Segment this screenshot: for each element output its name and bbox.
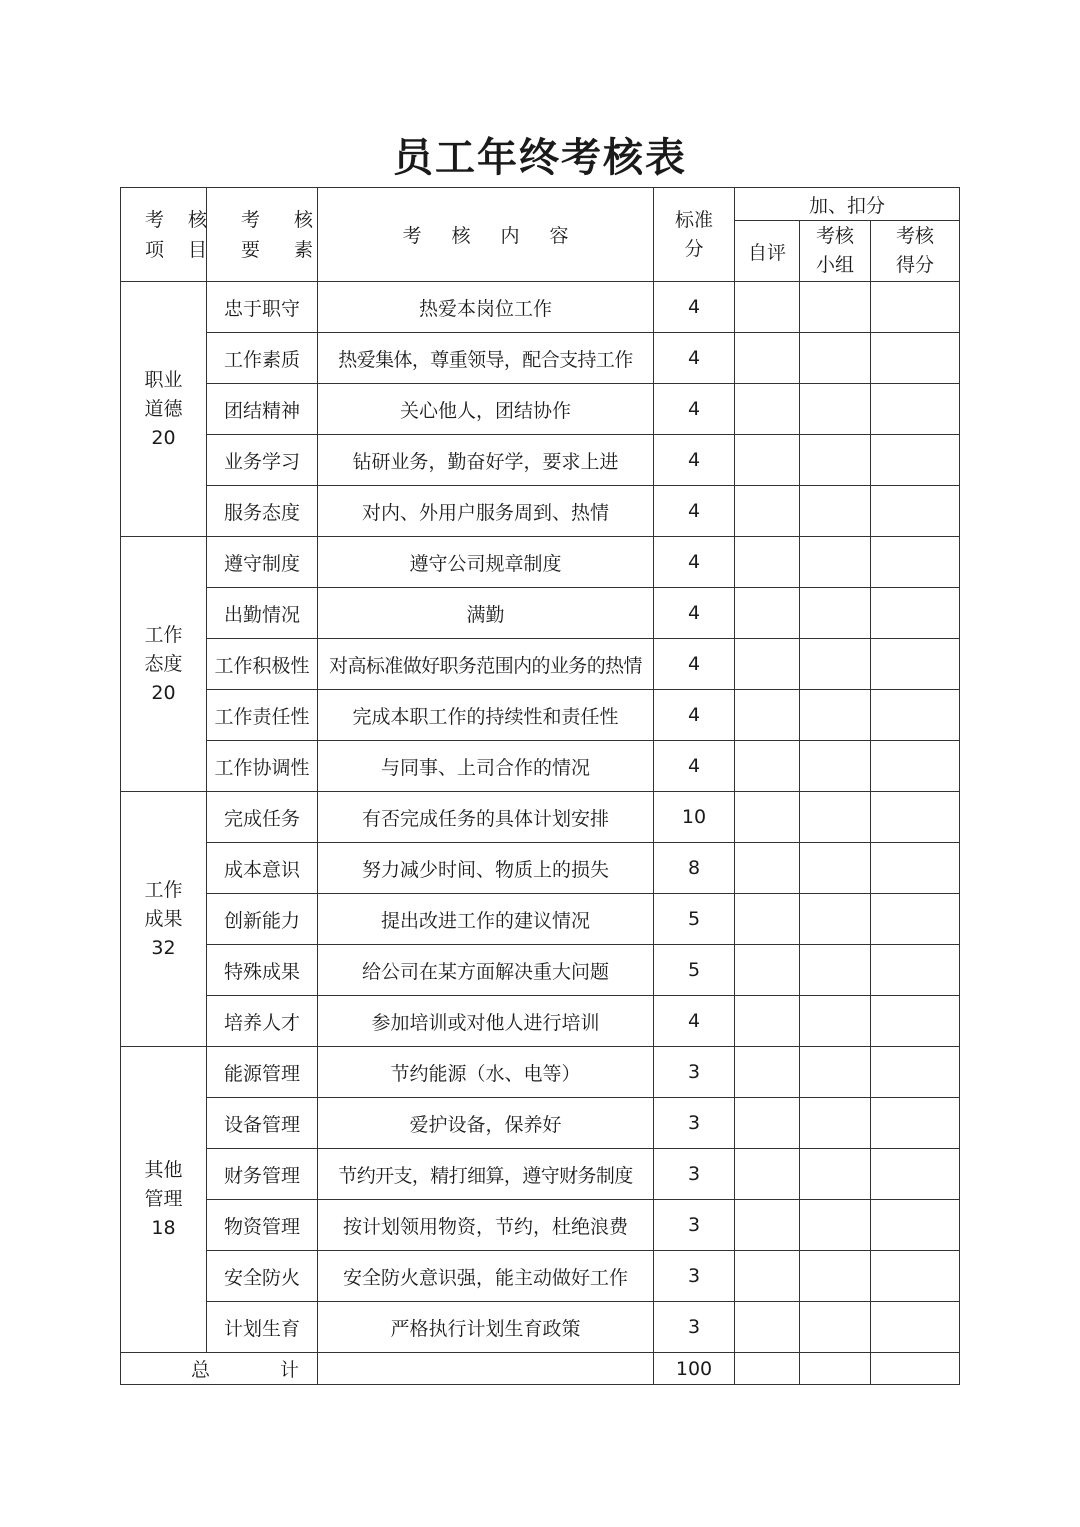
standard-points-cell: 4 <box>654 639 735 690</box>
self-eval-cell[interactable] <box>735 894 800 945</box>
content-cell: 对高标准做好职务范围内的业务的热情 <box>318 639 654 690</box>
final-score-cell[interactable] <box>871 1302 960 1353</box>
element-cell: 创新能力 <box>207 894 318 945</box>
header-content: 考核内容 <box>318 188 654 282</box>
self-eval-cell[interactable] <box>735 792 800 843</box>
group-eval-cell[interactable] <box>800 1047 871 1098</box>
element-cell: 服务态度 <box>207 486 318 537</box>
group-eval-cell[interactable] <box>800 1149 871 1200</box>
group-eval-cell[interactable] <box>800 537 871 588</box>
category-cell: 工作 态度 20 <box>121 537 207 792</box>
category-cell: 职业 道德 20 <box>121 282 207 537</box>
self-eval-cell[interactable] <box>735 435 800 486</box>
group-eval-cell[interactable] <box>800 843 871 894</box>
group-eval-cell[interactable] <box>800 639 871 690</box>
group-eval-cell[interactable] <box>800 792 871 843</box>
table-row <box>121 1149 960 1200</box>
group-eval-cell[interactable] <box>800 1098 871 1149</box>
content-cell: 提出改进工作的建议情况 <box>318 894 654 945</box>
element-cell: 物资管理 <box>207 1200 318 1251</box>
final-score-cell[interactable] <box>871 486 960 537</box>
self-eval-cell[interactable] <box>735 1251 800 1302</box>
group-eval-cell[interactable] <box>800 996 871 1047</box>
final-score-cell[interactable] <box>871 792 960 843</box>
table-row <box>121 384 960 435</box>
group-eval-cell[interactable] <box>800 1200 871 1251</box>
table-row <box>121 333 960 384</box>
content-cell: 遵守公司规章制度 <box>318 537 654 588</box>
element-cell: 工作素质 <box>207 333 318 384</box>
table-row <box>121 894 960 945</box>
category-cell: 工作 成果 32 <box>121 792 207 1047</box>
element-cell: 工作积极性 <box>207 639 318 690</box>
table-row <box>121 1098 960 1149</box>
element-cell: 团结精神 <box>207 384 318 435</box>
category-cell: 其他 管理 18 <box>121 1047 207 1353</box>
group-eval-cell[interactable] <box>800 282 871 333</box>
standard-points-cell: 3 <box>654 1251 735 1302</box>
content-cell: 节约能源（水、电等） <box>318 1047 654 1098</box>
final-score-cell[interactable] <box>871 945 960 996</box>
standard-points-cell: 3 <box>654 1149 735 1200</box>
final-score-cell[interactable] <box>871 1200 960 1251</box>
table-row <box>121 945 960 996</box>
table-row <box>121 792 960 843</box>
self-eval-cell[interactable] <box>735 588 800 639</box>
total-final-score-cell[interactable] <box>871 1353 960 1385</box>
final-score-cell[interactable] <box>871 537 960 588</box>
total-row <box>121 1353 960 1385</box>
content-cell: 参加培训或对他人进行培训 <box>318 996 654 1047</box>
final-score-cell[interactable] <box>871 894 960 945</box>
final-score-cell[interactable] <box>871 435 960 486</box>
table-row <box>121 996 960 1047</box>
header-adjust: 加、扣分 <box>735 188 960 221</box>
group-eval-cell[interactable] <box>800 384 871 435</box>
content-cell: 与同事、上司合作的情况 <box>318 741 654 792</box>
standard-points-cell: 4 <box>654 282 735 333</box>
final-score-cell[interactable] <box>871 588 960 639</box>
element-cell: 业务学习 <box>207 435 318 486</box>
table-row <box>121 1302 960 1353</box>
element-cell: 工作责任性 <box>207 690 318 741</box>
self-eval-cell[interactable] <box>735 1200 800 1251</box>
content-cell: 热爱集体，尊重领导，配合支持工作 <box>318 333 654 384</box>
assessment-table <box>120 187 960 1385</box>
table-row <box>121 588 960 639</box>
header-category: 考核 项目 <box>121 188 207 282</box>
standard-points-cell: 10 <box>654 792 735 843</box>
self-eval-cell[interactable] <box>735 690 800 741</box>
standard-points-cell: 3 <box>654 1302 735 1353</box>
final-score-cell[interactable] <box>871 333 960 384</box>
final-score-cell[interactable] <box>871 1149 960 1200</box>
final-score-cell[interactable] <box>871 1251 960 1302</box>
self-eval-cell[interactable] <box>735 945 800 996</box>
standard-points-cell: 3 <box>654 1200 735 1251</box>
content-cell: 严格执行计划生育政策 <box>318 1302 654 1353</box>
content-cell: 有否完成任务的具体计划安排 <box>318 792 654 843</box>
standard-points-cell: 3 <box>654 1098 735 1149</box>
standard-points-cell: 5 <box>654 894 735 945</box>
element-cell: 遵守制度 <box>207 537 318 588</box>
header-score: 考核 得分 <box>871 221 960 282</box>
final-score-cell[interactable] <box>871 741 960 792</box>
header-element: 考核 要素 <box>207 188 318 282</box>
self-eval-cell[interactable] <box>735 639 800 690</box>
total-label: 总计 <box>121 1353 318 1385</box>
final-score-cell[interactable] <box>871 282 960 333</box>
table-row <box>121 1200 960 1251</box>
self-eval-cell[interactable] <box>735 843 800 894</box>
standard-points-cell: 3 <box>654 1047 735 1098</box>
table-row <box>121 1251 960 1302</box>
header-self-eval: 自评 <box>735 221 800 282</box>
element-cell: 财务管理 <box>207 1149 318 1200</box>
group-eval-cell[interactable] <box>800 588 871 639</box>
element-cell: 设备管理 <box>207 1098 318 1149</box>
element-cell: 特殊成果 <box>207 945 318 996</box>
self-eval-cell[interactable] <box>735 486 800 537</box>
element-cell: 能源管理 <box>207 1047 318 1098</box>
element-cell: 完成任务 <box>207 792 318 843</box>
element-cell: 出勤情况 <box>207 588 318 639</box>
element-cell: 成本意识 <box>207 843 318 894</box>
content-cell: 对内、外用户服务周到、热情 <box>318 486 654 537</box>
total-self-eval-cell[interactable] <box>735 1353 800 1385</box>
header-group: 考核 小组 <box>800 221 871 282</box>
group-eval-cell[interactable] <box>800 741 871 792</box>
content-cell: 爱护设备，保养好 <box>318 1098 654 1149</box>
group-eval-cell[interactable] <box>800 690 871 741</box>
total-points: 100 <box>654 1353 735 1385</box>
table-row <box>121 537 960 588</box>
standard-points-cell: 4 <box>654 384 735 435</box>
group-eval-cell[interactable] <box>800 435 871 486</box>
self-eval-cell[interactable] <box>735 1149 800 1200</box>
table-row <box>121 282 960 333</box>
table-row <box>121 435 960 486</box>
self-eval-cell[interactable] <box>735 384 800 435</box>
self-eval-cell[interactable] <box>735 537 800 588</box>
content-cell: 按计划领用物资，节约，杜绝浪费 <box>318 1200 654 1251</box>
table-row <box>121 1047 960 1098</box>
table-row <box>121 639 960 690</box>
table-row <box>121 741 960 792</box>
element-cell: 工作协调性 <box>207 741 318 792</box>
element-cell: 忠于职守 <box>207 282 318 333</box>
self-eval-cell[interactable] <box>735 996 800 1047</box>
standard-points-cell: 4 <box>654 690 735 741</box>
content-cell: 钻研业务，勤奋好学，要求上进 <box>318 435 654 486</box>
standard-points-cell: 5 <box>654 945 735 996</box>
header-row <box>121 188 960 221</box>
element-cell: 安全防火 <box>207 1251 318 1302</box>
standard-points-cell: 4 <box>654 588 735 639</box>
table-row <box>121 843 960 894</box>
content-cell: 节约开支，精打细算，遵守财务制度 <box>318 1149 654 1200</box>
self-eval-cell[interactable] <box>735 1302 800 1353</box>
final-score-cell[interactable] <box>871 996 960 1047</box>
table-row <box>121 486 960 537</box>
self-eval-cell[interactable] <box>735 282 800 333</box>
standard-points-cell: 4 <box>654 741 735 792</box>
final-score-cell[interactable] <box>871 843 960 894</box>
page-title: 员工年终考核表 <box>393 134 687 181</box>
content-cell: 热爱本岗位工作 <box>318 282 654 333</box>
standard-points-cell: 4 <box>654 537 735 588</box>
content-cell: 努力减少时间、物质上的损失 <box>318 843 654 894</box>
standard-points-cell: 8 <box>654 843 735 894</box>
final-score-cell[interactable] <box>871 1098 960 1149</box>
group-eval-cell[interactable] <box>800 1302 871 1353</box>
group-eval-cell[interactable] <box>800 945 871 996</box>
self-eval-cell[interactable] <box>735 741 800 792</box>
final-score-cell[interactable] <box>871 1047 960 1098</box>
standard-points-cell: 4 <box>654 996 735 1047</box>
standard-points-cell: 4 <box>654 435 735 486</box>
group-eval-cell[interactable] <box>800 486 871 537</box>
content-cell: 安全防火意识强，能主动做好工作 <box>318 1251 654 1302</box>
standard-points-cell: 4 <box>654 333 735 384</box>
final-score-cell[interactable] <box>871 690 960 741</box>
final-score-cell[interactable] <box>871 639 960 690</box>
group-eval-cell[interactable] <box>800 894 871 945</box>
group-eval-cell[interactable] <box>800 333 871 384</box>
total-group-eval-cell[interactable] <box>800 1353 871 1385</box>
self-eval-cell[interactable] <box>735 1098 800 1149</box>
group-eval-cell[interactable] <box>800 1251 871 1302</box>
table-row <box>121 690 960 741</box>
self-eval-cell[interactable] <box>735 333 800 384</box>
self-eval-cell[interactable] <box>735 1047 800 1098</box>
content-cell: 完成本职工作的持续性和责任性 <box>318 690 654 741</box>
header-standard: 标准 分 <box>654 188 735 282</box>
standard-points-cell: 4 <box>654 486 735 537</box>
content-cell: 给公司在某方面解决重大问题 <box>318 945 654 996</box>
element-cell: 培养人才 <box>207 996 318 1047</box>
final-score-cell[interactable] <box>871 384 960 435</box>
element-cell: 计划生育 <box>207 1302 318 1353</box>
content-cell: 关心他人，团结协作 <box>318 384 654 435</box>
content-cell: 满勤 <box>318 588 654 639</box>
